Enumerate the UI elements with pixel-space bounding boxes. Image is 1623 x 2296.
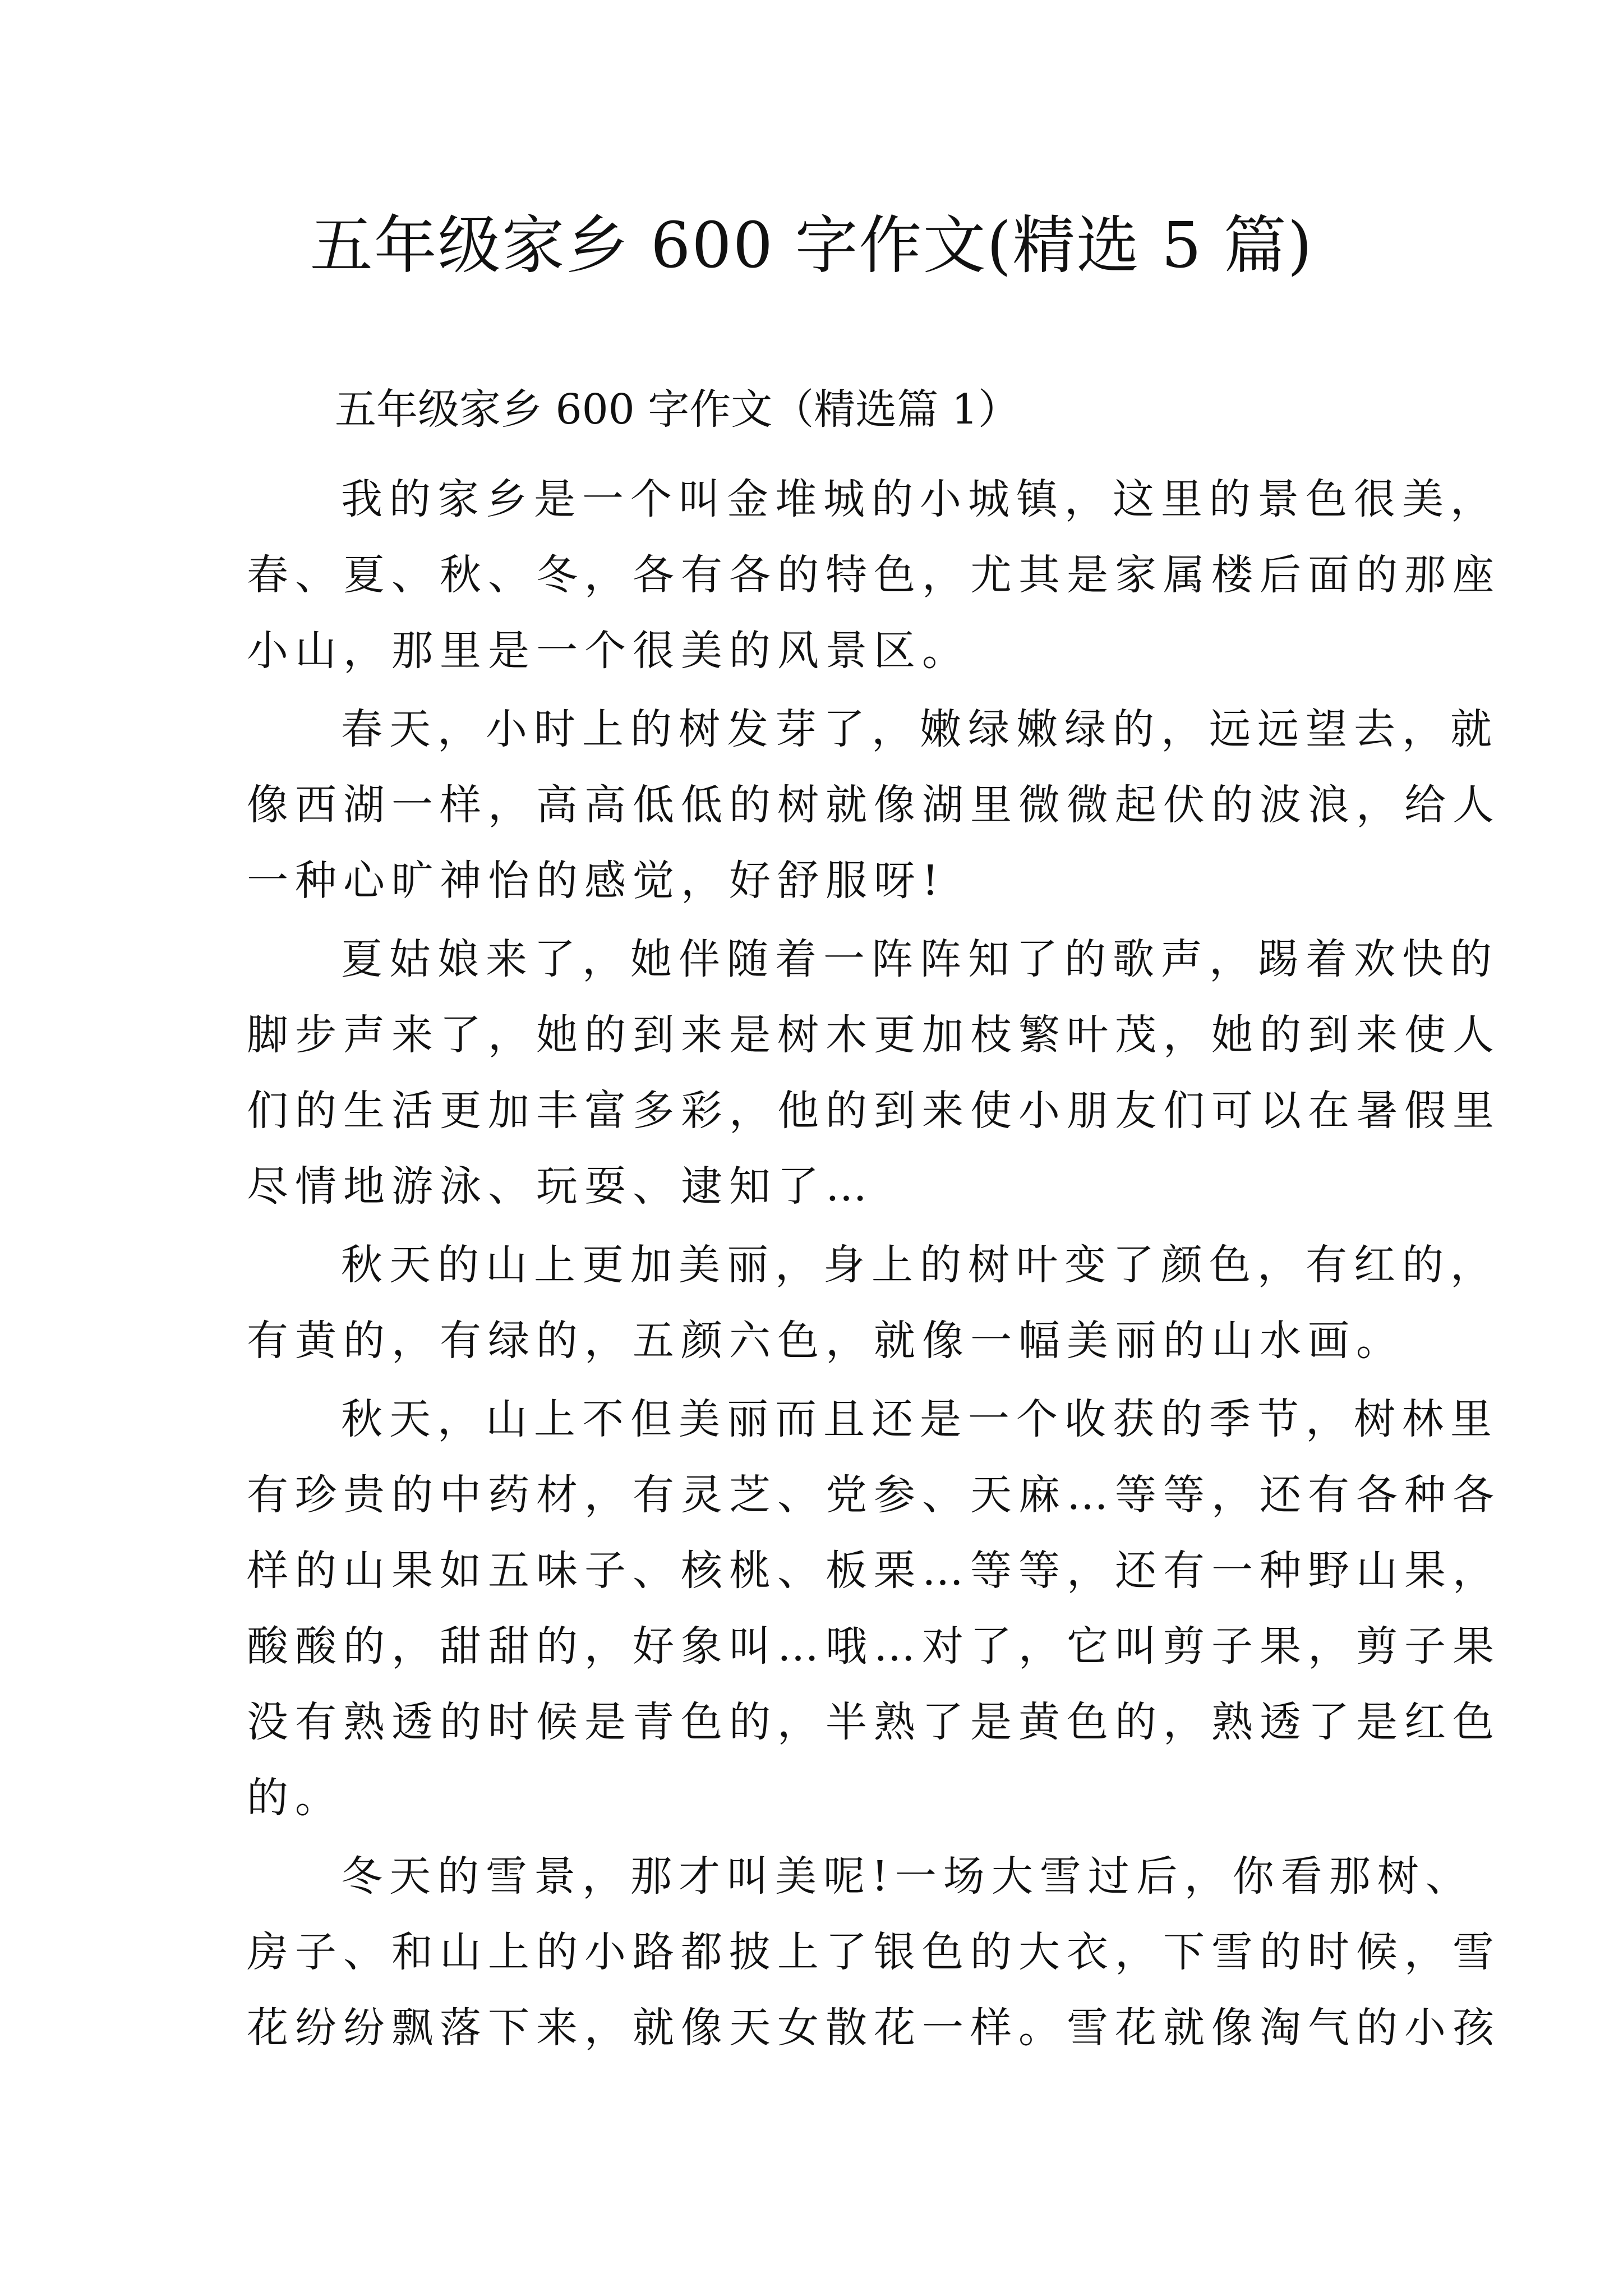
paragraph-line: 秋天的山上更加美丽，身上的树叶变了颜色，有红的， xyxy=(341,1241,1498,1289)
paragraph-line: 春、夏、秋、冬，各有各的特色，尤其是家属楼后面的那座 xyxy=(247,551,1501,599)
paragraph-line: 样的山果如五味子、核桃、板栗…等等，还有一种野山果， xyxy=(247,1547,1501,1595)
paragraph-line: 春天，小时上的树发芽了，嫩绿嫩绿的，远远望去，就 xyxy=(341,705,1498,753)
paragraph-line: 们的生活更加丰富多彩，他的到来使小朋友们可以在暑假里 xyxy=(247,1087,1501,1135)
paragraph-line: 房子、和山上的小路都披上了银色的大衣，下雪的时候，雪 xyxy=(247,1928,1501,1976)
paragraph-line: 有黄的，有绿的，五颜六色，就像一幅美丽的山水画。 xyxy=(247,1317,1404,1365)
paragraph-line: 秋天，山上不但美丽而且还是一个收获的季节，树林里 xyxy=(341,1395,1498,1443)
paragraph-line: 冬天的雪景，那才叫美呢!一场大雪过后，你看那树、 xyxy=(341,1852,1474,1901)
paragraph-line: 花纷纷飘落下来，就像天女散花一样。雪花就像淘气的小孩 xyxy=(247,2004,1501,2052)
paragraph-line: 夏姑娘来了，她伴随着一阵阵知了的歌声，踢着欢快的 xyxy=(341,935,1498,983)
paragraph-line: 尽情地游泳、玩耍、逮知了… xyxy=(247,1162,874,1211)
paragraph-line: 的。 xyxy=(247,1774,343,1822)
paragraph-line: 脚步声来了，她的到来是树木更加枝繁叶茂，她的到来使人 xyxy=(247,1011,1501,1059)
paragraph-line: 酸酸的，甜甜的，好象叫…哦…对了，它叫剪子果，剪子果 xyxy=(247,1622,1501,1671)
paragraph-line: 像西湖一样，高高低低的树就像湖里微微起伏的波浪，给人 xyxy=(247,781,1501,829)
section-heading: 五年级家乡 600 字作文（精选篇 1） xyxy=(335,385,1020,434)
paragraph-line: 小山，那里是一个很美的风景区。 xyxy=(247,627,970,675)
document-title: 五年级家乡 600 字作文(精选 5 篇) xyxy=(310,209,1313,282)
paragraph-line: 有珍贵的中药材，有灵芝、党参、天麻…等等，还有各种各 xyxy=(247,1471,1501,1519)
paragraph-line: 没有熟透的时候是青色的，半熟了是黄色的，熟透了是红色 xyxy=(247,1698,1501,1746)
paragraph-line: 一种心旷神怡的感觉，好舒服呀! xyxy=(247,857,946,905)
paragraph-line: 我的家乡是一个叫金堆城的小城镇，这里的景色很美， xyxy=(341,475,1498,523)
